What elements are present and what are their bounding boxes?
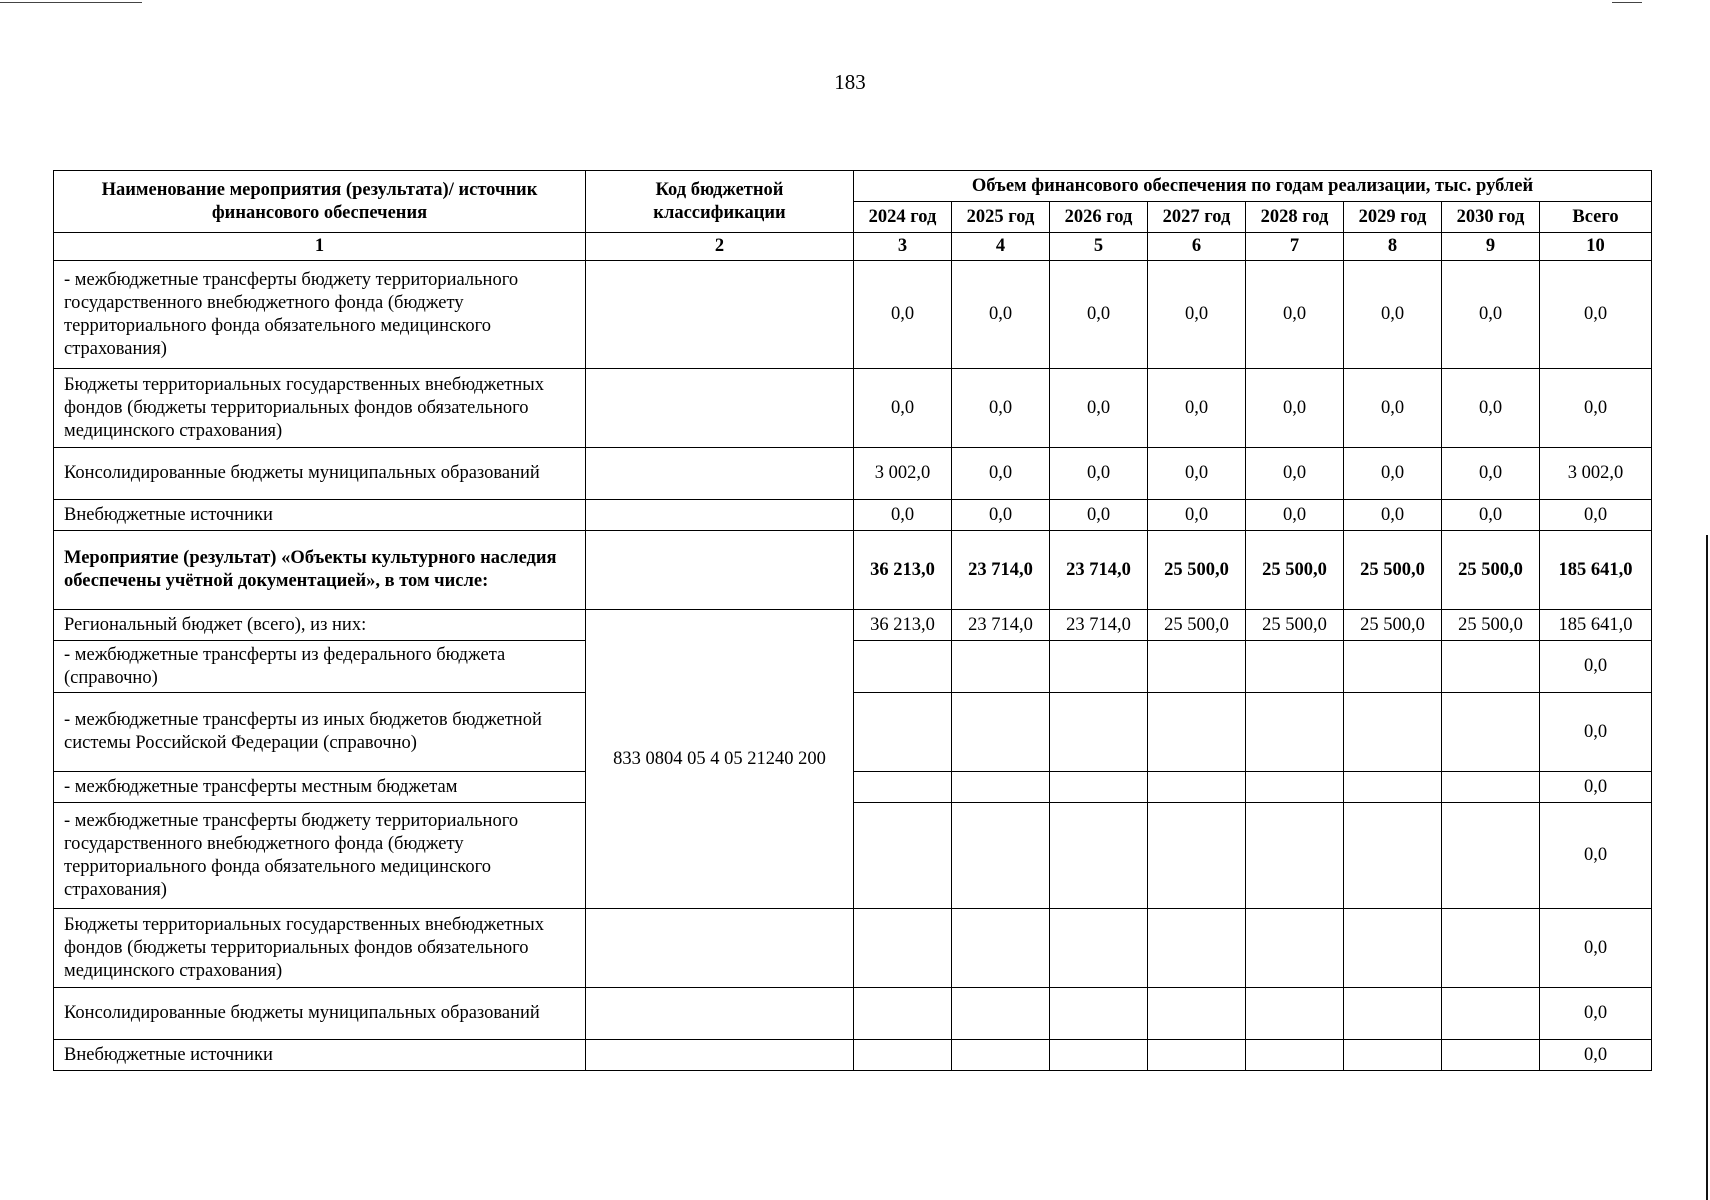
year-value [854, 641, 952, 693]
column-number: 6 [1148, 233, 1246, 261]
year-value: 23 714,0 [1050, 610, 1148, 641]
row-name: - межбюджетные трансферты бюджету территориального государственного внебюджетного фонда (бюджету территориального фонда обязательного медицинского страхования) [54, 803, 586, 909]
year-value: 0,0 [1246, 261, 1344, 369]
year-value [1344, 641, 1442, 693]
year-value: 0,0 [952, 448, 1050, 500]
total-value: 0,0 [1540, 988, 1652, 1040]
year-value: 25 500,0 [1344, 610, 1442, 641]
year-value [1344, 909, 1442, 988]
total-value: 0,0 [1540, 261, 1652, 369]
year-value: 0,0 [854, 261, 952, 369]
column-number: 8 [1344, 233, 1442, 261]
budget-code-empty [586, 448, 854, 500]
year-value [1246, 803, 1344, 909]
year-value [1148, 772, 1246, 803]
year-value [952, 693, 1050, 772]
budget-code-empty [586, 988, 854, 1040]
year-value: 3 002,0 [854, 448, 952, 500]
year-value [1050, 693, 1148, 772]
year-value [1344, 772, 1442, 803]
table-row [54, 1040, 1652, 1071]
header-year: 2028 год [1246, 202, 1344, 233]
year-value: 0,0 [1148, 369, 1246, 448]
year-value [1050, 1040, 1148, 1071]
row-name: Консолидированные бюджеты муниципальных образований [54, 448, 586, 500]
year-value [1148, 909, 1246, 988]
scan-artifact-edge [1706, 535, 1708, 1200]
header-year: 2027 год [1148, 202, 1246, 233]
year-value: 0,0 [1344, 369, 1442, 448]
year-value: 0,0 [1148, 500, 1246, 531]
year-value [1050, 772, 1148, 803]
total-value: 185 641,0 [1540, 610, 1652, 641]
year-value [1148, 641, 1246, 693]
header-code-column: Код бюджетной классификации [586, 171, 854, 233]
year-value: 0,0 [1344, 261, 1442, 369]
year-value [854, 909, 952, 988]
year-value: 0,0 [952, 500, 1050, 531]
year-value [1344, 693, 1442, 772]
table-row [54, 610, 1652, 641]
year-value [1246, 772, 1344, 803]
page-number: 183 [834, 70, 866, 94]
year-value: 0,0 [1442, 261, 1540, 369]
header-year: 2030 год [1442, 202, 1540, 233]
column-number: 1 [54, 233, 586, 261]
year-value [1050, 641, 1148, 693]
row-name: - межбюджетные трансферты из иных бюджетов бюджетной системы Российской Федерации (справочно) [54, 693, 586, 772]
total-value: 0,0 [1540, 1040, 1652, 1071]
year-value [854, 772, 952, 803]
year-value: 25 500,0 [1246, 610, 1344, 641]
row-name: Внебюджетные источники [54, 1040, 586, 1071]
scan-artifact-line [1612, 2, 1642, 3]
column-number: 3 [854, 233, 952, 261]
budget-table [53, 170, 1652, 1071]
total-value: 0,0 [1540, 693, 1652, 772]
header-volume: Объем финансового обеспечения по годам реализации, тыс. рублей [854, 171, 1652, 202]
total-value: 0,0 [1540, 369, 1652, 448]
header-name-column: Наименование мероприятия (результата)/ источник финансового обеспечения [54, 171, 586, 233]
year-value [1442, 693, 1540, 772]
column-number: 5 [1050, 233, 1148, 261]
year-value [1148, 1040, 1246, 1071]
total-value: 0,0 [1540, 803, 1652, 909]
year-value [1246, 988, 1344, 1040]
year-value: 25 500,0 [1442, 610, 1540, 641]
row-name: - межбюджетные трансферты бюджету территориального государственного внебюджетного фонда (бюджету территориального фонда обязательного медицинского страхования) [54, 261, 586, 369]
row-name: Региональный бюджет (всего), из них: [54, 610, 586, 641]
year-value [1050, 909, 1148, 988]
column-number: 9 [1442, 233, 1540, 261]
year-value [952, 772, 1050, 803]
year-value [1246, 1040, 1344, 1071]
header-total: Всего [1540, 202, 1652, 233]
year-value [1148, 803, 1246, 909]
budget-code-empty [586, 261, 854, 369]
year-value: 25 500,0 [1148, 531, 1246, 610]
year-value [854, 803, 952, 909]
year-value: 0,0 [1442, 369, 1540, 448]
column-number: 4 [952, 233, 1050, 261]
row-name: Бюджеты территориальных государственных внебюджетных фондов (бюджеты территориальных фондов обязательного медицинского страхования) [54, 369, 586, 448]
scan-artifact-line [0, 2, 142, 3]
row-name: Консолидированные бюджеты муниципальных образований [54, 988, 586, 1040]
year-value [1148, 988, 1246, 1040]
table-row [54, 369, 1652, 448]
year-value: 0,0 [1148, 448, 1246, 500]
header-year: 2029 год [1344, 202, 1442, 233]
year-value [1442, 641, 1540, 693]
year-value [952, 803, 1050, 909]
total-value: 0,0 [1540, 500, 1652, 531]
table-row [54, 261, 1652, 369]
row-name: - межбюджетные трансферты из федерального бюджета (справочно) [54, 641, 586, 693]
year-value: 25 500,0 [1246, 531, 1344, 610]
year-value: 0,0 [854, 369, 952, 448]
row-name: Внебюджетные источники [54, 500, 586, 531]
total-value: 0,0 [1540, 641, 1652, 693]
year-value: 0,0 [1344, 448, 1442, 500]
year-value [1442, 772, 1540, 803]
year-value [1246, 909, 1344, 988]
table-row [54, 988, 1652, 1040]
year-value: 25 500,0 [1442, 531, 1540, 610]
year-value: 25 500,0 [1148, 610, 1246, 641]
year-value: 36 213,0 [854, 531, 952, 610]
year-value [952, 909, 1050, 988]
year-value [1344, 803, 1442, 909]
year-value: 0,0 [952, 369, 1050, 448]
year-value [952, 988, 1050, 1040]
year-value: 0,0 [1246, 369, 1344, 448]
column-number: 7 [1246, 233, 1344, 261]
row-name: Бюджеты территориальных государственных внебюджетных фондов (бюджеты территориальных фондов обязательного медицинского страхования) [54, 909, 586, 988]
year-value [854, 1040, 952, 1071]
year-value: 0,0 [1050, 500, 1148, 531]
budget-code: 833 0804 05 4 05 21240 200 [586, 610, 854, 909]
year-value [1442, 1040, 1540, 1071]
year-value [952, 641, 1050, 693]
year-value [952, 1040, 1050, 1071]
year-value: 23 714,0 [952, 610, 1050, 641]
year-value: 0,0 [1344, 500, 1442, 531]
table-row [54, 500, 1652, 531]
total-value: 3 002,0 [1540, 448, 1652, 500]
table-row [54, 531, 1652, 610]
year-value [1344, 1040, 1442, 1071]
year-value [1050, 988, 1148, 1040]
year-value: 0,0 [1246, 448, 1344, 500]
year-value [1442, 909, 1540, 988]
year-value [1050, 803, 1148, 909]
year-value: 23 714,0 [952, 531, 1050, 610]
header-year: 2024 год [854, 202, 952, 233]
year-value: 0,0 [1246, 500, 1344, 531]
header-year: 2025 год [952, 202, 1050, 233]
table-row [54, 909, 1652, 988]
year-value [1442, 803, 1540, 909]
year-value [1442, 988, 1540, 1040]
year-value: 36 213,0 [854, 610, 952, 641]
year-value [1246, 693, 1344, 772]
year-value: 0,0 [1442, 500, 1540, 531]
total-value: 0,0 [1540, 909, 1652, 988]
header-year: 2026 год [1050, 202, 1148, 233]
budget-code-empty [586, 531, 854, 610]
column-number: 2 [586, 233, 854, 261]
year-value: 0,0 [1148, 261, 1246, 369]
row-name: Мероприятие (результат) «Объекты культурного наследия обеспечены учётной документацией», в том числе: [54, 531, 586, 610]
year-value [1246, 641, 1344, 693]
budget-code-empty [586, 500, 854, 531]
year-value: 0,0 [952, 261, 1050, 369]
budget-code-empty [586, 369, 854, 448]
row-name: - межбюджетные трансферты местным бюджетам [54, 772, 586, 803]
year-value [854, 988, 952, 1040]
budget-code-empty [586, 909, 854, 988]
year-value: 0,0 [1442, 448, 1540, 500]
column-number: 10 [1540, 233, 1652, 261]
year-value: 0,0 [1050, 448, 1148, 500]
year-value [1148, 693, 1246, 772]
year-value: 0,0 [1050, 369, 1148, 448]
total-value: 0,0 [1540, 772, 1652, 803]
year-value: 0,0 [1050, 261, 1148, 369]
year-value [854, 693, 952, 772]
year-value: 0,0 [854, 500, 952, 531]
year-value: 25 500,0 [1344, 531, 1442, 610]
total-value: 185 641,0 [1540, 531, 1652, 610]
table-row [54, 448, 1652, 500]
year-value: 23 714,0 [1050, 531, 1148, 610]
year-value [1344, 988, 1442, 1040]
budget-code-empty [586, 1040, 854, 1071]
